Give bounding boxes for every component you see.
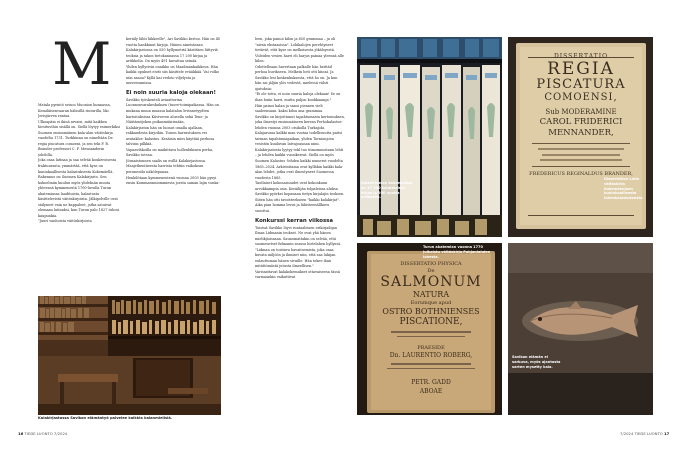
thesis-line: Sub MODERAMINE: [545, 108, 617, 116]
salmon-line: DISSERTATIO PHYSICA: [400, 261, 462, 267]
salmon-line: PRAESIDE: [417, 345, 445, 351]
drop-cap: M: [52, 30, 110, 98]
photo-caption: Kalakirjastossa Savikon elämäntyö palvelee kaikkia kalanmielisiä.: [38, 416, 173, 420]
paragraph: Henkilötaan kymmenentenä vuonna 2003 hän pysyi ensin Kommaramiommiesta joesta saman lajin vonka-: [126, 175, 220, 186]
salmon-line: Dn. LAURENTIO ROBERG,: [389, 352, 473, 359]
paragraph: Vapaavihkoilla on maikittava hollenhikinen perha, Savikko toteaa.: [126, 147, 214, 158]
fish-illustration: [508, 243, 653, 415]
right-folio: [620, 431, 669, 436]
magazine-name: 7/2024 TIEDE LUONTO: [620, 431, 663, 436]
paragraph: Kalakirjastosta lyytyy tokl tuo tiimomnustann lehti – ja lehden kaikki vuosikerrat. Siellä on myös Suomen Kalastus -lehden kaikki numerot vuodelta 1865–2024. Arkistoitaina ovat kylläkin kaikki kala-alan lehdet, jotka ovat ilmestyneet Suomessa vuodesta 1865.: [255, 147, 344, 180]
salmon-line: NATURA: [412, 290, 450, 299]
column-3: [255, 37, 345, 425]
thesis-line: PISCATURA: [536, 77, 626, 92]
overlay-caption: Savikon elämän ei sarkuva, myös ajantasta sarten mysetty kala.: [512, 355, 561, 369]
overlay-caption: Dissertation Latin väitöskirja Kokemäenjoen kuninkaallisesta lohenkalastuksesta.: [604, 177, 644, 201]
thesis-line: COMOENSI,: [544, 92, 618, 103]
subheading: Konkurssi kerran viikossa: [255, 217, 334, 224]
paragraph: Joka osaa latinaa ja saa selvää koukeroisesta fraktuurasta, ymmärtää, että kyse on kuninkaallisesta kalastuksesta Kokemäellä.: [38, 158, 117, 174]
paragraph: Jöimaistonnen saalis on esillä Kalakirjastossa. Maajetkentäeesta harrista tehtiin vaikokean perunentla näkölepanaa.: [126, 158, 207, 175]
binders-illustration: [357, 37, 502, 237]
salmon-text-block: [387, 331, 475, 343]
overlay-caption: Turun akatemian vuonna 1770 julkaistu väitöskirja Pohjanlahden lohesta.: [423, 245, 491, 259]
paragraph: "Juuri vanhoista väitöskirjoista: [38, 219, 92, 224]
salmon-line: PETR. GADD: [411, 379, 451, 386]
paragraph: Savikko on kirjoittanut tapahtumasta kertomuksen, joka ilmestyi ensimmäiseen kerran Perhokalastus-lehden vuonna 2003 otsikolla Turkajoki. Kalajarussa kalkki mau vuotaa todellisuutta paitsi tarinan tapahtumapaikan, yhden Tornionjoen vesistön kuuluvan latvajoaunan nimi.: [255, 114, 345, 147]
paragraph: Yhden hyllyrivin onnikko on Maailmankaikkeus. Hän kaikki opukset eivät siis käsittele evääkkää. Vai volko niin sanoa? Kyllä kai vedoto viljelysta ja universumissa.: [126, 64, 220, 86]
thesis-line: DISSERTATIO: [553, 53, 609, 60]
magazine-name: TIEDE LUONTO 7/2024: [24, 431, 68, 436]
salmon-line: De: [427, 268, 435, 274]
thesis-line: MENNANDER,: [548, 128, 614, 138]
thesis-line: REGIA: [547, 59, 615, 79]
salmon-line: PISCATIONE,: [399, 317, 463, 327]
library-photo: [38, 296, 221, 415]
paragraph: Odottelleaan havertaan palkalle hän heittäil perhoa huvikseen. Melkein heti otti kiinni. Ja Savikko lesi koskenkuksesta, että ho on. Ja kun hän sai jäljän ylös vedestä, mielessä välsti ajatuksia:: [255, 64, 338, 91]
paragraph: keräily lähti liikkeelle", Ari Savikko kertoo. Hän on 40 vuotta hankkinut kirjoja. Hänen aineistoaan Kalakirjastossa on 550 hyllymetriä käsittäen liittyviä teoksia ja takon tietokannassa 17 200 kirjaa ja artikkelia. On myös 491 kuvattua seinää.: [126, 37, 221, 64]
paragraph: Rakennus on Suomen Kalakirjasto. Sen kokoelmiin kuuluu myös yhdeksän muuta yhteensä kymmenestä 1700-luvulla Turun akatemiassa laadituista, kalastusta käsittelevistä väitöskirjoista. Jälkipolville ovat säilyneet vain ne kappaleet, jotka satuivat olemaan latinaksi, kun Turun palo 1827 tuhosi kaupunkia.: [38, 175, 120, 218]
salmon-line: OSTRO BOTHNIENSES: [382, 307, 480, 316]
paragraph: Savikko työskenteli aviaattorina Luonnonvarakeskuksen (tuore-toimipaikassa. Hän on mukana muun muassa kalatalon levinnetyydten kartoituksissa Kiiviveren alueella sekä Tene- ja Näätämöjoken poikasmäärissään.: [126, 97, 219, 125]
salmon-line: Eorumque apud: [410, 300, 452, 306]
paragraph: Toistuä Savikko löyvi runtaaleisen erikirjailijan Ilmas Lidmanin teokset. Ne ovat yhä hänen mielikjioissaan. Saunomattakin on selvää, että suomenetset fidmanin seassa hirtelahen hyllyssä.: [255, 225, 342, 247]
thesis-text-block: [532, 143, 630, 167]
column-2: [126, 37, 221, 289]
library-illustration: [38, 296, 221, 415]
salmon-line: SALMONUM: [380, 274, 482, 290]
page-number: 16: [18, 431, 24, 436]
paragraph: Taotlaiset kokonaisuudet ovat kokonkuun arvokkaimpia osia. Keräilijän tolpaleissa aluksa Savikko pyörkei kopanaan tietyn kirjalajin teoksen. Siiten hän otti tavoitteekseen "kaikki kalakirjat". Aika pian homma levisi ja lähisteenällkuvu suosttui.: [255, 181, 345, 213]
paragraph: "Lidman on toistava havaitsemista, joka osaa kuvata miljöön ja ihmiset niin, että saa lukijan eulauttuman hänen sivuille. Hän tekee ihan mitättömästä jutusta ilmeellisen.": [255, 247, 336, 269]
paragraph: Ulkoapäin ei ikinä arvaisi, mitä kaikkea hirsituvihin sisällä on. Siellä löytyy esimerkiksi Suomen ensimmäinen kala-alan väitöskirja vuodelta 1731. Turkkinna on nimeltään De regia piscatura comoeni, ja sen teki F. R. Brander professori C. F. Mennanderin johdolla.: [38, 119, 120, 157]
left-folio: [18, 431, 67, 436]
paragraph: Hän painoi kalan ja sanoi piennen vieli saaleensaan. kaksi kiloa ana grammaa.: [255, 103, 324, 114]
paragraph: Matala pyrintö seisoo Muonion kunnassa, Kemiläisenvaaran hälssillä riuturilla, liki Jerisjärven rantaa.: [38, 103, 111, 119]
page-number: 17: [664, 431, 670, 436]
salmon-thesis-photo: [357, 243, 502, 415]
paragraph: Varissattavat kalakokemukset ottavaiseesa tässä varmaankin vaikuttivat: [255, 269, 340, 280]
salmon-text-block: [385, 363, 477, 377]
thesis-photo: [508, 37, 653, 237]
thesis-line: FREDERICUS REGINALDUS BRANDER,: [529, 171, 633, 177]
binders-photo: [357, 37, 502, 237]
thesis-line: CAROL FRIDERICI: [539, 117, 623, 127]
thesis-title-page: [522, 49, 640, 178]
fish-photo: [508, 243, 653, 415]
overlay-caption: Kalakirjaston kokoelmissa on 17 200 kalatalaista kirjaa ja 950 vuotta artikkelia.: [361, 181, 413, 200]
paragraph: leen, joka painoi kilon ja 650 grammaa – ja oli "aivan ekstaasissa". Lohikalojen perehtyneet tietävät, että kyse on melkoisesta jökälsyestä. Viileiden vesien harri eli harjus painaa yleensä alle kilon.: [255, 37, 344, 64]
paragraph: Kalakirjaston hän on luonut omalla ajallaan, rakkaudesta kirjoihin. Toisen harrastuksen vei avataklos- kalastus. Kesäisin mies käyttää perhosa talvisin pilkkiä.: [126, 125, 215, 147]
paragraph: "Ei ole totta, ei noin suuria kaloja olekaan! Se on ihan huiin harri, mutta paljon kookkaampi.": [255, 92, 341, 103]
salmon-line: ABOAE: [419, 388, 443, 395]
salmon-title-page: [373, 257, 489, 397]
column-1: [38, 103, 120, 289]
subheading: Ei noin suuria kaloja olekaan!: [126, 89, 216, 96]
